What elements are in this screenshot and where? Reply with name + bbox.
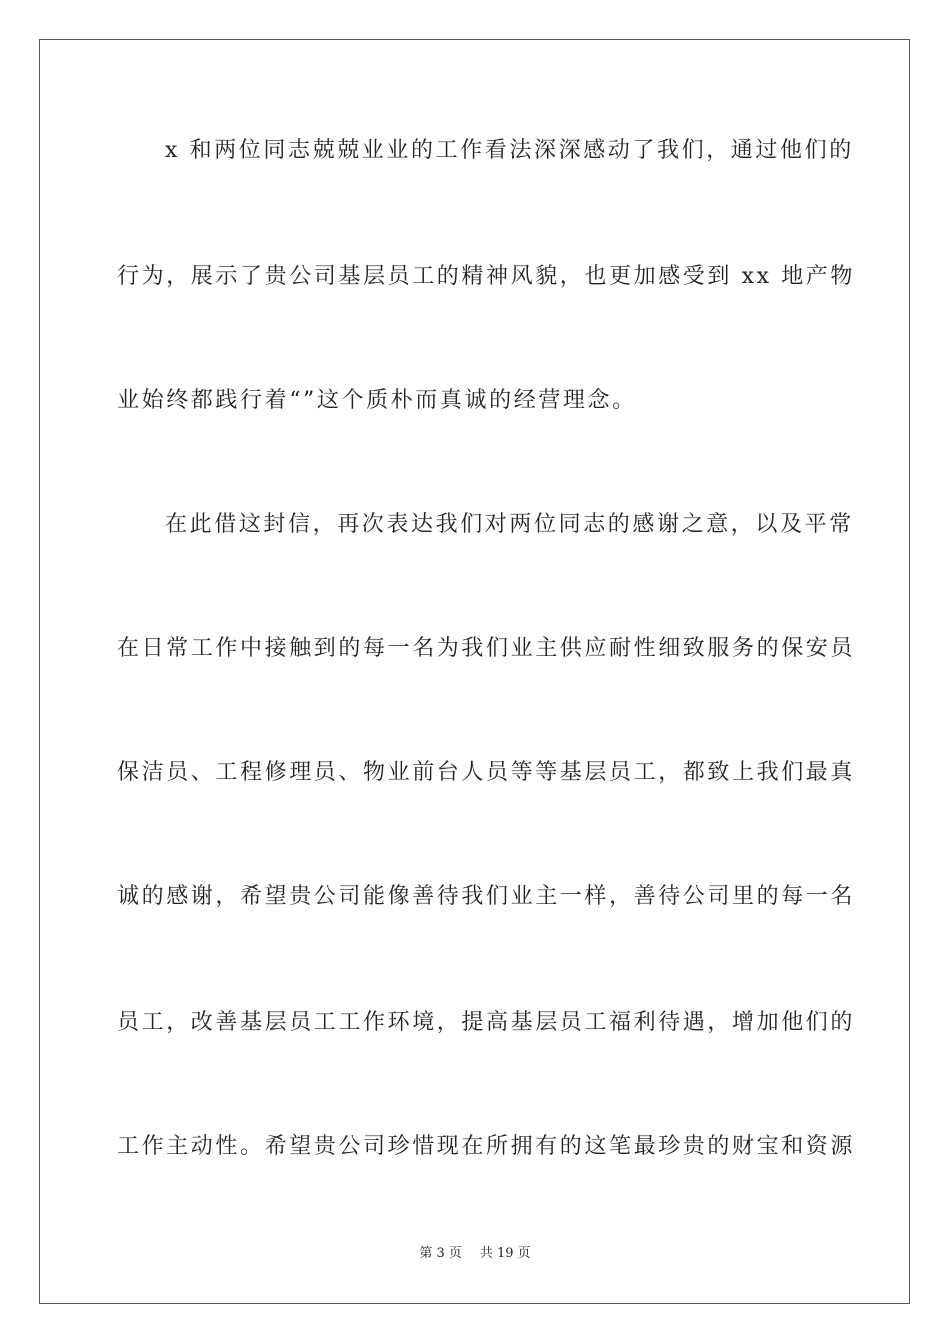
- text-line: 在此借这封信，再次表达我们对两位同志的感谢之意，以及平常: [165, 512, 854, 537]
- page-total: 共 19 页: [479, 1246, 531, 1261]
- text-line: 业始终都践行着“”这个质朴而真诚的经营理念。: [117, 388, 637, 413]
- page-number: 第 3 页: [419, 1246, 462, 1261]
- text-line: 行为，展示了贵公司基层员工的精神风貌，也更加感受到 xx 地产物: [117, 264, 856, 289]
- text-line: 工作主动性。希望贵公司珍惜现在所拥有的这笔最珍贵的财宝和资源: [117, 1134, 856, 1159]
- text-line: 诚的感谢，希望贵公司能像善待我们业主一样，善待公司里的每一名: [117, 884, 856, 909]
- text-line: 在日常工作中接触到的每一名为我们业主供应耐性细致服务的保安员: [117, 636, 856, 661]
- page-border: [39, 39, 910, 1304]
- text-line: 员工，改善基层员工工作环境，提高基层员工福利待遇，增加他们的: [117, 1010, 856, 1035]
- text-line: x 和两位同志兢兢业业的工作看法深深感动了我们，通过他们的: [165, 138, 854, 163]
- page-footer: [0, 1245, 950, 1263]
- text-line: 保洁员、工程修理员、物业前台人员等等基层员工，都致上我们最真: [117, 760, 856, 785]
